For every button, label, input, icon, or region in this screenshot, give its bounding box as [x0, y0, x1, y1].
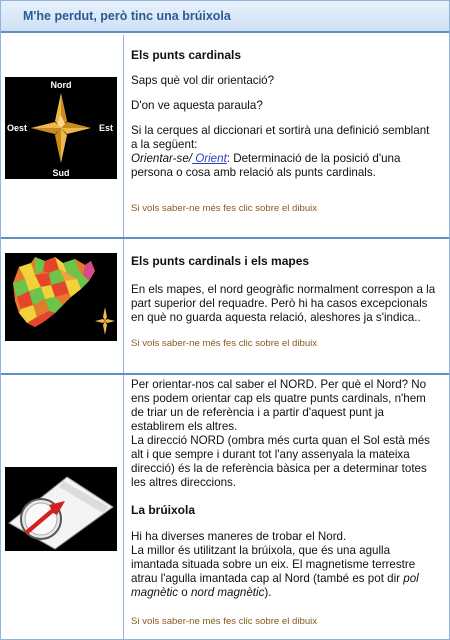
section-cardinal-points — [1, 35, 449, 239]
compass-rose-icon — [5, 77, 117, 179]
section-title: La brúixola — [131, 503, 196, 517]
compass-rose-image[interactable] — [5, 77, 117, 179]
paragraph-text: La millor és utilitzant la brúixola, que és una agulla imantada situada sobre un eix. El magnetisme terrestre atrau l'agulla imantada cap al Nord (també es pot dir — [131, 544, 416, 585]
definition — [131, 152, 439, 180]
paragraph-text: o — [178, 586, 191, 599]
compass-image[interactable] — [5, 467, 117, 551]
map-icon — [5, 253, 117, 341]
emphasis-text: nord magnètic — [190, 586, 265, 599]
column-divider — [123, 239, 124, 373]
more-info-text: Si vols saber-ne més fes clic sobre el dibuix — [131, 203, 318, 214]
more-info-text: Si vols saber-ne més fes clic sobre el dibuix — [131, 616, 318, 627]
compass-north-label: Nord — [50, 80, 72, 90]
compass-icon — [5, 467, 117, 551]
section-cardinal-points-maps — [1, 239, 449, 375]
paragraph — [131, 544, 439, 600]
paragraph: Per orientar-nos cal saber el NORD. Per què el Nord? No ens podem orientar cap els quatre punts cardinals, n'hem de triar un de referència i a partir d'aquest punt ja establirem els altres. — [131, 378, 427, 433]
compass-south-label: Sud — [52, 168, 70, 178]
orient-link[interactable]: Orient — [192, 152, 227, 165]
section-compass — [1, 375, 449, 639]
question-text: D'on ve aquesta paraula? — [131, 99, 263, 112]
paragraph-text: ). — [264, 586, 272, 599]
compass-west-label: Oest — [6, 123, 28, 133]
paragraph: La direcció NORD (ombra més curta quan el Sol està més alt i que sempre i durant tot l'any assenyala la mateixa direcció) és la de referència bàsica per a determinar totes les altres direccions. — [131, 434, 430, 489]
section-title: Els punts cardinals — [131, 48, 242, 62]
emphasis-text: pol magnètic — [131, 572, 419, 599]
map-image[interactable] — [5, 253, 117, 341]
page-title: M'he perdut, però tinc una brúixola — [1, 1, 449, 33]
definition-text: : Determinació de la posició d'una persona o cosa amb relació als punts cardinals. — [131, 152, 401, 179]
paragraph: En els mapes, el nord geogràfic normalment correspon a la part superior del requadre. Però hi ha casos excepcionals en què no guarda aquesta relació, aleshores ja s'indica.. — [131, 283, 436, 324]
more-info-text: Si vols saber-ne més fes clic sobre el dibuix — [131, 338, 318, 349]
column-divider — [123, 375, 124, 639]
paragraph: Si la cerques al diccionari et sortirà una definició semblant a la següent: — [131, 124, 430, 151]
paragraph: Hi ha diverses maneres de trobar el Nord. — [131, 530, 347, 543]
definition-term: Orientar-se/ — [131, 152, 192, 165]
column-divider — [123, 35, 124, 237]
section-title: Els punts cardinals i els mapes — [131, 254, 310, 268]
compass-east-label: Est — [98, 123, 114, 133]
question-text: Saps què vol dir orientació? — [131, 74, 275, 87]
